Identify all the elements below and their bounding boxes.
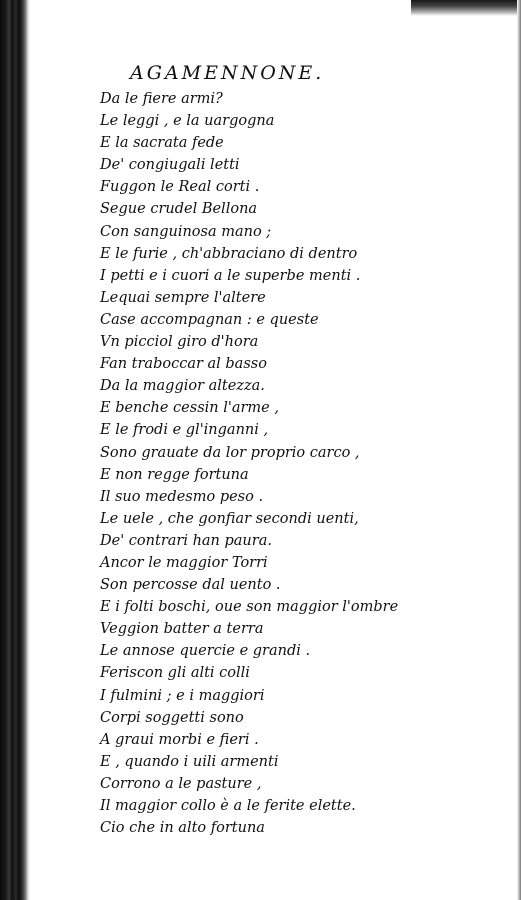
verse-line: Il maggior collo è a le ferite elette. [100,798,356,814]
verse-line: Vn picciol giro d'hora [100,334,259,351]
page-right-edge [517,0,521,900]
verse-line: E non regge fortuna [100,466,249,483]
verse-line: Corrono a le pasture , [100,775,262,792]
verse-line: Son percosse dal uento . [100,577,281,594]
verse-line: E la sacrata fede [100,135,224,152]
verse-line: Fan traboccar al basso [100,356,267,373]
verse-line: Le uele , che gonfiar secondi uenti, [100,510,359,527]
verse-line: I fulmini ; e i maggiori [100,687,265,704]
verse-line: Il suo medesmo peso . [100,488,264,505]
verse-line: Feriscon gli alti colli [100,665,250,682]
verse-line: E , quando i uili armenti [100,753,279,770]
verse-line: Segue crudel Bellona [100,201,258,218]
verse-line: Cio che in alto fortuna [100,820,265,837]
verse-line: Con sanguinosa mano ; [100,223,272,240]
verse-line: Le annose quercie e grandi . [100,643,311,660]
verse-line: Le leggi , e la uargogna [100,113,275,130]
verse-line: Sono grauate da lor proprio carco , [100,444,360,461]
verse-line: E le furie , ch'abbraciano di dentro [100,245,358,262]
verse-line: E i folti boschi, oue son maggior l'ombre [100,599,399,616]
verse-line: A graui morbi e fieri . [100,731,259,748]
running-head: AGAMENNONE. [130,62,325,84]
verse-line: Ancor le maggior Torri [100,554,268,571]
page-edge-shadow [411,0,521,16]
verse-line: Da le fiere armi? [100,91,223,107]
verse-line: Corpi soggetti sono [100,709,244,726]
verse-line: Lequai sempre l'altere [100,289,266,306]
verse-list [100,88,398,839]
verse-line: I petti e i cuori a le superbe menti . [100,267,361,284]
binding-gutter [0,0,30,900]
verse-line: De' contrari han paura. [100,532,272,549]
verse-line: De' congiugali letti [100,157,240,174]
verse-line: Case accompagnan : e queste [100,311,319,328]
verse-line: Da la maggior altezza. [100,378,265,395]
verse-line: E benche cessin l'arme , [100,400,279,417]
verse-line: Veggion batter a terra [100,621,264,638]
verse-line: E le frodi e gl'inganni , [100,422,269,439]
verse-line: Fuggon le Real corti . [100,179,260,196]
